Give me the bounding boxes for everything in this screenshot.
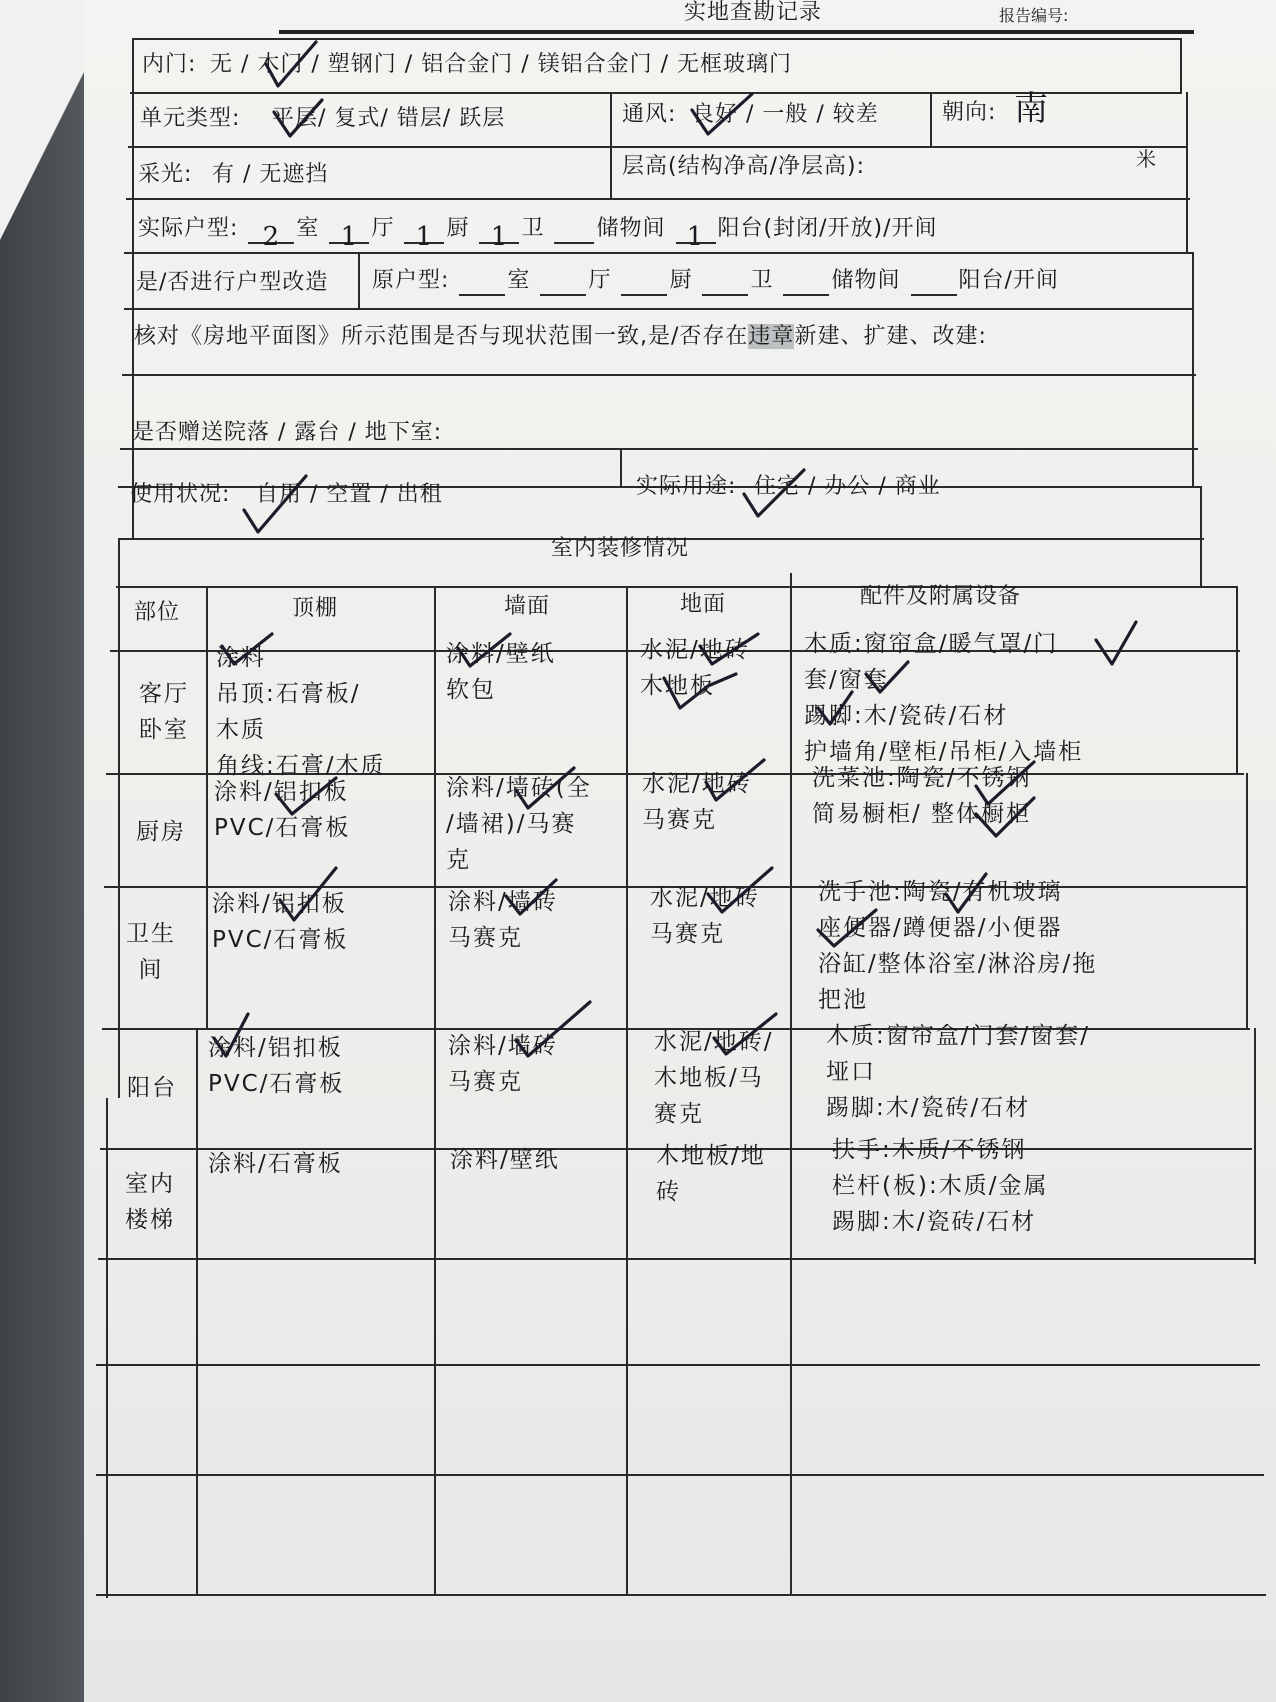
original-kitchens-label: 厨 [669,268,693,293]
balcony-label: 阳台(封闭/开放)/开间 [717,216,938,241]
lighting-options: 有 / 无遮挡 [212,162,329,187]
cell-line: 简易橱柜/ 整体橱柜 [812,801,1032,827]
cell-line: 涂料/壁纸 [450,1147,560,1173]
cell-line: 马赛克 [642,807,717,833]
cell-line: 马赛克 [448,1069,523,1095]
lighting-label: 采光: [138,162,193,187]
check-mark-balcony-floor [714,1014,776,1054]
handwritten-checkmarks [96,38,1276,1698]
cell-line: 涂料/壁纸 [446,641,556,667]
part-text: 卧室 [139,717,189,743]
check-mark-flat-floor [274,100,322,136]
baths-label: 卫 [521,216,545,241]
check-mark-living-floor-wood [664,674,736,708]
cell-line: 洗菜池:陶瓷/不锈钢 [812,765,1032,791]
actual-use-options: 住宅 / 办公 / 商业 [754,474,941,499]
check-mark-kitchen-ceiling [276,778,336,814]
verify-text: 核对《房地平面图》所示范围是否与现状范围一致,是/否存在 [134,324,749,349]
cell-line: PVC/石膏板 [214,815,351,841]
part-text: 阳台 [127,1075,177,1101]
kitchens-value: 1 [415,222,434,252]
orientation-handwritten: 南 [1014,89,1048,129]
floor-height-unit: 米 [1136,147,1157,171]
cell-line: 木质:窗帘盒/门套/窗套/ [826,1023,1090,1049]
original-layout-label: 原户型: [372,268,450,293]
cell-line: 踢脚:木/瓷砖/石材 [826,1095,1031,1121]
unit-type-options: 平层/ 复式/ 错层/ 跃层 [272,106,506,131]
part-text: 客厅 [139,681,189,707]
cell-line: 涂料/铝扣板 [212,891,347,917]
floor-height-label: 层高(结构净高/净层高): [622,154,865,179]
check-mark-balcony-wall [516,1002,590,1056]
cell-line: 涂料 [216,645,266,671]
cell-line: 木地板/地 [656,1143,766,1169]
check-mark-bath-ceiling [280,868,336,920]
cell-line: 砖 [656,1179,681,1205]
check-mark-kitchen-floor [706,760,764,800]
check-mark-window-trim [866,662,908,692]
original-rooms-label: 室 [507,268,531,293]
cell-line: 木质:窗帘盒/暖气罩/门 [804,631,1059,657]
survey-form [96,38,1276,1700]
rooms-label: 室 [296,216,320,241]
cell-line: 涂料/墙砖(全 [446,775,592,801]
orientation-label: 朝向: [942,100,997,125]
check-mark-balcony-ceiling [214,1014,248,1056]
cell-line: 涂料/石膏板 [208,1151,343,1177]
col-header-ceiling: 顶棚 [292,596,339,621]
check-mark-bath-floor [708,868,772,912]
col-header-floor: 地面 [680,592,727,617]
original-balcony-label: 阳台/开间 [958,268,1059,293]
cell-line: 涂料/铝扣板 [214,779,349,805]
cell-line: 涂料/铝扣板 [208,1035,343,1061]
check-mark-kitchen-sink [976,762,1034,804]
rooms-value: 2 [262,222,281,252]
original-halls-label: 厅 [588,268,612,293]
check-mark-living-floor-tile [700,634,758,664]
cell-line: 浴缸/整体浴室/淋浴房/拖 [818,951,1098,977]
cell-line: 克 [446,847,471,873]
check-mark-baseboard-wood [818,692,852,724]
col-header-wall: 墙面 [504,594,551,619]
check-mark-bath-toilet [818,910,876,946]
report-number-label: 报告编号: [999,6,1069,25]
renovation-label: 是/否进行户型改造 [136,270,329,295]
cell-line: PVC/石膏板 [208,1071,345,1097]
cell-line: 木地板 [640,673,715,699]
cell-line: 木地板/马 [654,1065,764,1091]
check-mark-bath-basin [946,874,986,912]
verify-text-end: 新建、扩建、改建: [794,324,987,349]
check-mark-bath-wall [506,880,556,914]
cell-line: 水泥/地砖 [650,885,760,911]
actual-layout-label: 实际户型: [138,216,239,241]
cell-line: 座便器/蹲便器/小便器 [818,915,1063,941]
storage-label: 储物间 [596,216,666,241]
ventilation-options: 良好 / 一般 / 较差 [692,102,879,127]
check-mark-door-trim [1096,622,1136,664]
cell-line: 软包 [446,677,496,703]
cell-line: 踢脚:木/瓷砖/石材 [804,703,1009,729]
cell-line: 马赛克 [650,921,725,947]
cell-line: 赛克 [654,1101,704,1127]
form-title: 实地查勘记录 [684,0,823,25]
cell-line: 木质 [216,717,266,743]
original-baths-label: 卫 [750,268,774,293]
cell-line: 把池 [818,987,868,1013]
cell-line: 水泥/地砖 [640,637,750,663]
title-rule [279,30,1194,34]
check-mark-living-ceiling [222,634,272,664]
halls-value: 1 [340,222,359,252]
cell-line: 角线:石膏/木质 [216,753,386,779]
usage-status-label: 使用状况: [130,482,231,507]
check-mark-self-use [244,476,306,532]
cell-line: PVC/石膏板 [212,927,349,953]
check-mark-living-wall [458,634,510,666]
cell-line: 马赛克 [448,925,523,951]
cell-line: 水泥/地砖 [642,771,752,797]
check-mark-residential [744,470,804,516]
decoration-title: 室内装修情况 [551,536,690,561]
balcony-value: 1 [686,222,705,252]
kitchens-label: 厨 [446,216,470,241]
cell-line: 水泥/地砖/ [654,1029,774,1055]
part-text: 楼梯 [125,1207,175,1233]
cell-line: 涂料/墙砖 [448,889,558,915]
original-storage-label: 储物间 [831,268,901,293]
part-text: 厨房 [136,819,186,845]
cell-line: 护墙角/壁柜/吊柜/入墙柜 [804,739,1084,765]
ventilation-label: 通风: [622,102,677,127]
part-text: 室内 [125,1171,175,1197]
check-mark-ventilation-good [692,94,752,134]
cell-line: 吊顶:石膏板/ [216,681,361,707]
gift-label: 是否赠送院落 / 露台 / 地下室: [132,420,443,445]
unit-type-label: 单元类型: [140,106,241,131]
cell-line: 栏杆(板):木质/金属 [832,1173,1049,1199]
halls-label: 厅 [371,216,395,241]
check-mark-kitchen-wall [516,768,574,808]
part-text: 卫生 [126,921,176,947]
check-mark-kitchen-cabinet [976,798,1034,836]
usage-status-options: 自用 / 空置 / 出租 [256,482,443,507]
col-header-part: 部位 [134,600,181,625]
verify-highlight: 违章 [748,324,795,349]
cell-line: 踢脚:木/瓷砖/石材 [832,1209,1037,1235]
door-label: 内门: [142,52,197,77]
actual-use-label: 实际用途: [636,474,737,499]
cell-line: /墙裙)/马赛 [446,811,577,837]
cell-line: 洗手池:陶瓷/有机玻璃 [818,879,1063,905]
door-options: 无 / 木门 / 塑钢门 / 铝合金门 / 镁铝合金门 / 无框玻璃门 [210,52,792,77]
baths-value: 1 [490,222,509,252]
cell-line: 扶手:木质/不锈钢 [832,1137,1027,1163]
col-header-fittings: 配件及附属设备 [860,584,1022,609]
cell-line: 套/窗套 [804,667,889,693]
cell-line: 涂料/墙砖 [448,1033,558,1059]
cell-line: 垭口 [826,1059,876,1085]
check-mark-wood-door [266,42,316,86]
part-text: 间 [138,957,164,983]
